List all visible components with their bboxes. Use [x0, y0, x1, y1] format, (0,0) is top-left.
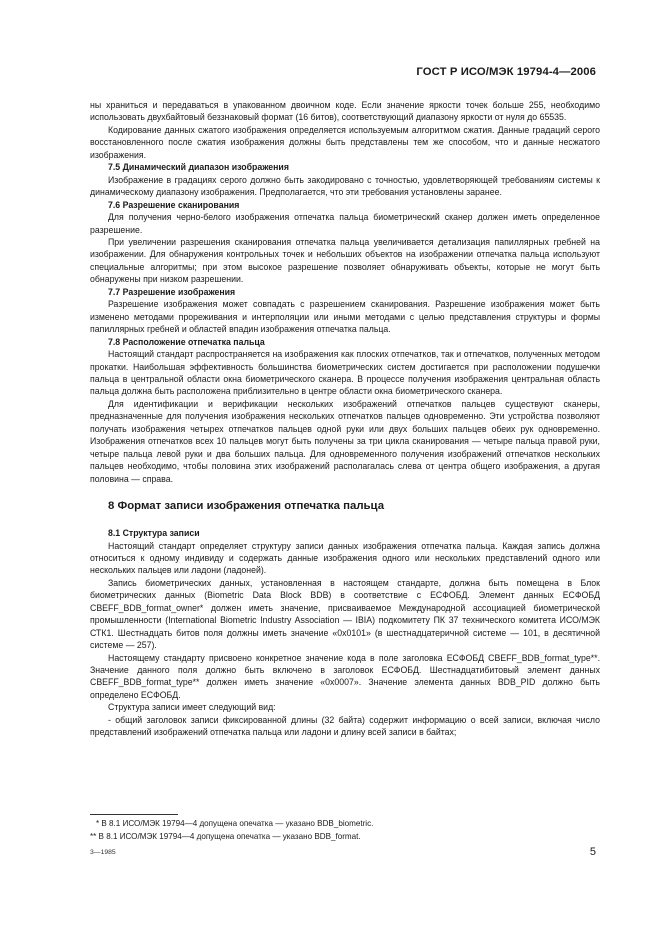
paragraph: - общий заголовок записи фиксированной длины (32 байта) содержит информацию о всей записи, включая число представлений изображений отпечатка пальца или ладони и длину всей записи в байтах;	[90, 714, 600, 738]
print-code: 3—1985	[90, 849, 116, 856]
chapter-heading: 8 Формат записи изображения отпечатка пальца	[108, 500, 385, 513]
document-body	[90, 99, 600, 739]
paragraph: Настоящий стандарт определяет структуру записи данных изображения отпечатка пальца. Каждая запись должна относиться к одному индивиду и содержать данные изображения одного или нескольких представлений одного или нескольких пальцев или ладони (ладоней).	[90, 540, 600, 576]
section-heading: 7.8 Расположение отпечатка пальца	[108, 336, 265, 347]
section-heading: 7.5 Динамический диапазон изображения	[108, 162, 289, 173]
footnote-2: ** В 8.1 ИСО/МЭК 19794—4 допущена опечатка — указано BDB_format.	[90, 832, 361, 841]
paragraph: ны храниться и передаваться в упакованном двоичном коде. Если значение яркости точек больше 255, необходимо использовать двухбайтовый беззнаковый формат (16 битов), соответствующий диапазону яркости от нуля до 65535.	[90, 100, 600, 123]
paragraph: При увеличении разрешения сканирования отпечатка пальца увеличивается детализация папиллярных гребней на изображении. Для обнаружения контрольных точек и небольших объектов на изображении отпечатка пальца используют специальные алгоритмы; при этом высокое разрешение позволяет обнаруживать объекты, которые не могут быть обнаружены при низком разрешении.	[90, 236, 600, 285]
footnote-1: * В 8.1 ИСО/МЭК 19794—4 допущена опечатка — указано BDB_biometric.	[96, 819, 374, 828]
section-heading: 7.7 Разрешение изображения	[108, 286, 236, 297]
paragraph: Запись биометрических данных, установленная в настоящем стандарте, должна быть помещена в Блок биометрических данных (Biometric Data Block BDB) в соответствие с ЕСФОБД. Элемент данных ЕСФОБД CBEFF_BDB_format_owner* должен иметь значение, присваиваемое Международной ассоциацией биометрической промышленности (International Biometric Industry Association — IBIA) подкомитету ПК 37 технического комитета ИСО/МЭК СТК1. Шестнадцать битов поля должны иметь значение «0x0101» (в шестнадцатеричной системе — 101, в десятичной системе — 257).	[90, 577, 600, 651]
standard-header: ГОСТ Р ИСО/МЭК 19794-4—2006	[416, 66, 596, 78]
section-heading: 7.6 Разрешение сканирования	[108, 199, 240, 210]
paragraph: Для получения черно-белого изображения отпечатка пальца биометрический сканер должен иметь определенное разрешение.	[90, 212, 600, 235]
paragraph: Разрешение изображения может совпадать с разрешением сканирования. Разрешение изображения может быть изменено методами прореживания и интерполяции или иными методами с целью представления структуры и формы папиллярных гребней и областей впадин изображения отпечатка пальца.	[90, 299, 600, 335]
paragraph: Настоящему стандарту присвоено конкретное значение кода в поле заголовка ЕСФОБД CBEFF_BDB_format_type**. Значение данного поля должно быть включено в заголовок ЕСФОБД. Шестнадцатибитовый элемент данных CBEFF_BDB_format_type** должен иметь значение «0x0007». Значение элемента данных BDB_PID должно быть определено ЕСФОБД.	[90, 652, 600, 700]
page-number: 5	[589, 846, 596, 858]
paragraph: Настоящий стандарт распространяется на изображения как плоских отпечатков, так и отпечатков, полученных методом прокатки. Наибольшая эффективность большинства биометрических систем достигается при расположении подушечки пальца в центральной области окна биометрического сканера. В процессе получения изображения центральная область пальца должна быть расположена приблизительно в центре области окна биометрического сканера.	[90, 349, 600, 397]
paragraph: Для идентификации и верификации нескольких изображений отпечатков пальцев существуют сканеры, предназначенные для получения изображения нескольких отпечатков пальцев одновременно. Эти устройства позволяют получать изображения четырех отпечатков пальцев одной руки или двух больших пальцев обеих рук одновременно. Изображения отпечатков всех 10 пальцев могут быть получены за три цикла сканирования — четыре пальца правой руки, четыре пальца левой руки и два больших пальца. Для одновременного получения изображений отпечатков нескольких пальцев необходимо, чтобы половина этих изображений располагалась слева от центра общего изображения, а другая половина — справа.	[90, 398, 600, 484]
section-heading: 8.1 Структура записи	[108, 528, 200, 539]
paragraph: Структура записи имеет следующий вид:	[108, 702, 276, 713]
paragraph: Кодирование данных сжатого изображения определяется используемым алгоритмом сжатия. Данные градаций серого восстановленного после сжатия изображения должны быть представлены тем же способом, что и данные несжатого изображения.	[90, 124, 600, 160]
paragraph: Изображение в градациях серого должно быть закодировано с точностью, удовлетворяющей требованиям системы к динамическому диапазону изображения. Предполагается, что эти требования установлены заранее.	[90, 174, 600, 198]
footnote-divider	[90, 814, 178, 815]
